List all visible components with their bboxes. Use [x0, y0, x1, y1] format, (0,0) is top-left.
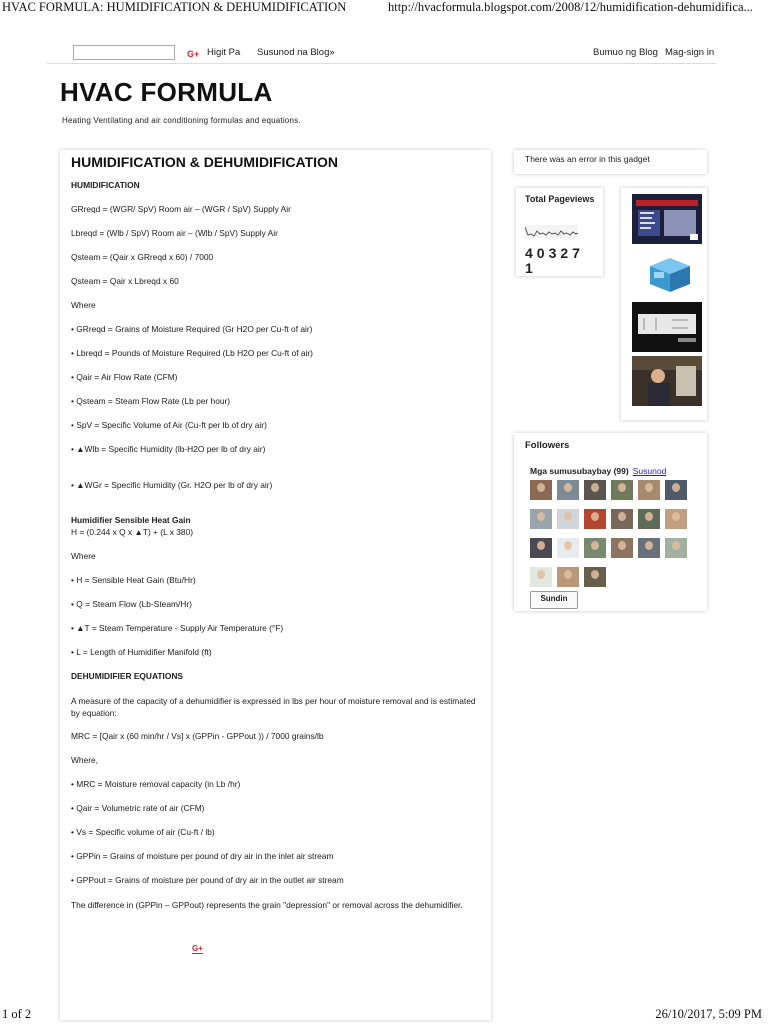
post-text-line: • Qair = Volumetric rate of air (CFM) [71, 803, 205, 813]
next-blog-link[interactable]: Higit Pa [207, 47, 241, 58]
print-datetime: 26/10/2017, 5:09 PM [655, 1007, 762, 1021]
follower-avatar[interactable] [638, 538, 660, 558]
post-text-line: • L = Length of Humidifier Manifold (ft) [71, 647, 212, 657]
video-thumbnail-hvac-unit[interactable] [632, 248, 702, 298]
follower-avatar[interactable] [638, 509, 660, 529]
follower-avatar[interactable] [665, 538, 687, 558]
post-text-line: Qsteam = (Qair x GRreqd x 60) / 7000 [71, 252, 214, 262]
video-bar-widget [621, 188, 707, 420]
follower-avatar[interactable] [557, 509, 579, 529]
follower-avatar[interactable] [638, 480, 660, 500]
search-input[interactable] [73, 45, 175, 60]
post-text-line: • Q = Steam Flow (Lb-Steam/Hr) [71, 599, 192, 609]
error-message: There was an error in this gadget [525, 154, 650, 164]
followers-title: Followers [525, 440, 570, 451]
follower-avatar[interactable] [584, 480, 606, 500]
google-plus-share-icon[interactable]: G+ [192, 944, 203, 953]
blogger-navbar [47, 43, 716, 64]
post-text-line: • GRreqd = Grains of Moisture Required (Gr H2O per Cu-ft of air) [71, 324, 313, 334]
post-text-line: GRreqd = (WGR/ SpV) Room air – (WGR / SpV) Supply Air [71, 204, 291, 214]
follower-avatar[interactable] [584, 509, 606, 529]
follower-avatar[interactable] [557, 567, 579, 587]
post-text-line: • Qair = Air Flow Rate (CFM) [71, 372, 178, 382]
print-header [0, 0, 768, 16]
post-title[interactable]: HUMIDIFICATION & DEHUMIDIFICATION [71, 154, 339, 170]
post-text-line: • SpV = Specific Volume of Air (Cu-ft per lb of dry air) [71, 420, 267, 430]
follower-avatar[interactable] [530, 538, 552, 558]
post-text-line: Where, [71, 755, 98, 765]
post-text-line: Lbreqd = (Wlb / SpV) Room air – (Wlb / SpV) Supply Air [71, 228, 278, 238]
google-plus-icon[interactable]: G+ [187, 49, 200, 59]
follow-button[interactable]: Sundin [530, 591, 578, 609]
print-page-url: http://hvacformula.blogspot.com/2008/12/humidification-dehumidifica... [388, 0, 753, 14]
create-blog-link[interactable]: Bumuo ng Blog [593, 47, 658, 58]
follower-avatar[interactable] [611, 538, 633, 558]
blog-title[interactable]: HVAC FORMULA [60, 77, 273, 107]
followers-count-label: Mga sumusubaybay (99) [530, 466, 629, 476]
follower-avatar[interactable] [584, 567, 606, 587]
follower-avatar[interactable] [530, 567, 552, 587]
post-card [60, 150, 491, 1020]
pageviews-widget [516, 188, 603, 276]
post-text-line: Where [71, 300, 96, 310]
sign-in-link[interactable]: Mag-sign in [665, 47, 715, 58]
follower-avatar[interactable] [530, 509, 552, 529]
post-text-line: • GPPin = Grains of moisture per pound of dry air in the inlet air stream [71, 851, 334, 861]
post-text-line: The difference in (GPPin – GPPout) represents the grain "depression" or removal across the dehumidifier. [71, 900, 463, 910]
post-text-line: H = (0.244 x Q x ▲T) + (L x 380) [71, 527, 194, 537]
pageviews-title: Total Pageviews [525, 194, 595, 204]
follower-avatar[interactable] [611, 480, 633, 500]
followers-count [530, 466, 666, 476]
post-text-line: Qsteam = Qair x Lbreqd x 60 [71, 276, 179, 286]
video-thumbnail-building[interactable] [632, 194, 702, 244]
post-text-line: • Qsteam = Steam Flow Rate (Lb per hour) [71, 396, 231, 406]
print-footer [0, 1006, 768, 1024]
blog-link[interactable]: Susunod na Blog» [257, 47, 335, 58]
follower-avatar[interactable] [665, 480, 687, 500]
follower-avatar[interactable] [665, 509, 687, 529]
post-text-line: • H = Sensible Heat Gain (Btu/Hr) [71, 575, 196, 585]
follower-avatar[interactable] [557, 480, 579, 500]
post-text-line: A measure of the capacity of a dehumidifier is expressed in lbs per hour of moisture removal and is estimated by equation: [71, 696, 476, 718]
video-thumbnail-presenter[interactable] [632, 356, 702, 406]
post-text-line: • ▲WGr = Specific Humidity (Gr. H2O per lb of dry air) [71, 480, 273, 490]
follower-avatar[interactable] [557, 538, 579, 558]
post-text-line: MRC = [Qair x (60 min/hr / Vs] x (GPPin - GPPout )) / 7000 grains/lb [71, 731, 324, 741]
post-text-line: • MRC = Moisture removal capacity (in Lb /hr) [71, 779, 241, 789]
video-thumbnail-diagram[interactable] [632, 302, 702, 352]
post-text-line: • Vs = Specific volume of air (Cu-ft / lb) [71, 827, 215, 837]
follower-avatar[interactable] [530, 480, 552, 500]
post-section-heading: HUMIDIFICATION [71, 180, 140, 190]
follower-avatar[interactable] [584, 538, 606, 558]
post-text-line: • GPPout = Grains of moisture per pound of dry air in the outlet air stream [71, 875, 344, 885]
pageviews-count: 403271 [525, 245, 584, 276]
post-text-line: • ▲T = Steam Temperature - Supply Air Temperature (°F) [71, 623, 284, 633]
post-section-heading: Humidifier Sensible Heat Gain [71, 515, 191, 525]
post-text-line: • Lbreqd = Pounds of Moisture Required (Lb H2O per Cu-ft of air) [71, 348, 313, 358]
post-text-line: • ▲Wlb = Specific Humidity (lb-H2O per lb of dry air) [71, 444, 266, 454]
print-page-title: HVAC FORMULA: HUMIDIFICATION & DEHUMIDIFICATION [2, 0, 347, 14]
print-page-number: 1 of 2 [2, 1007, 32, 1021]
post-section-heading: DEHUMIDIFIER EQUATIONS [71, 671, 183, 681]
blog-description: Heating Ventilating and air conditioning formulas and equations. [62, 116, 301, 125]
follow-link[interactable]: Susunod [632, 466, 667, 476]
pageviews-sparkline-icon [525, 225, 578, 238]
post-text-line: Where [71, 551, 96, 561]
follower-avatar[interactable] [611, 509, 633, 529]
followers-widget [514, 433, 707, 611]
error-gadget [514, 150, 707, 174]
